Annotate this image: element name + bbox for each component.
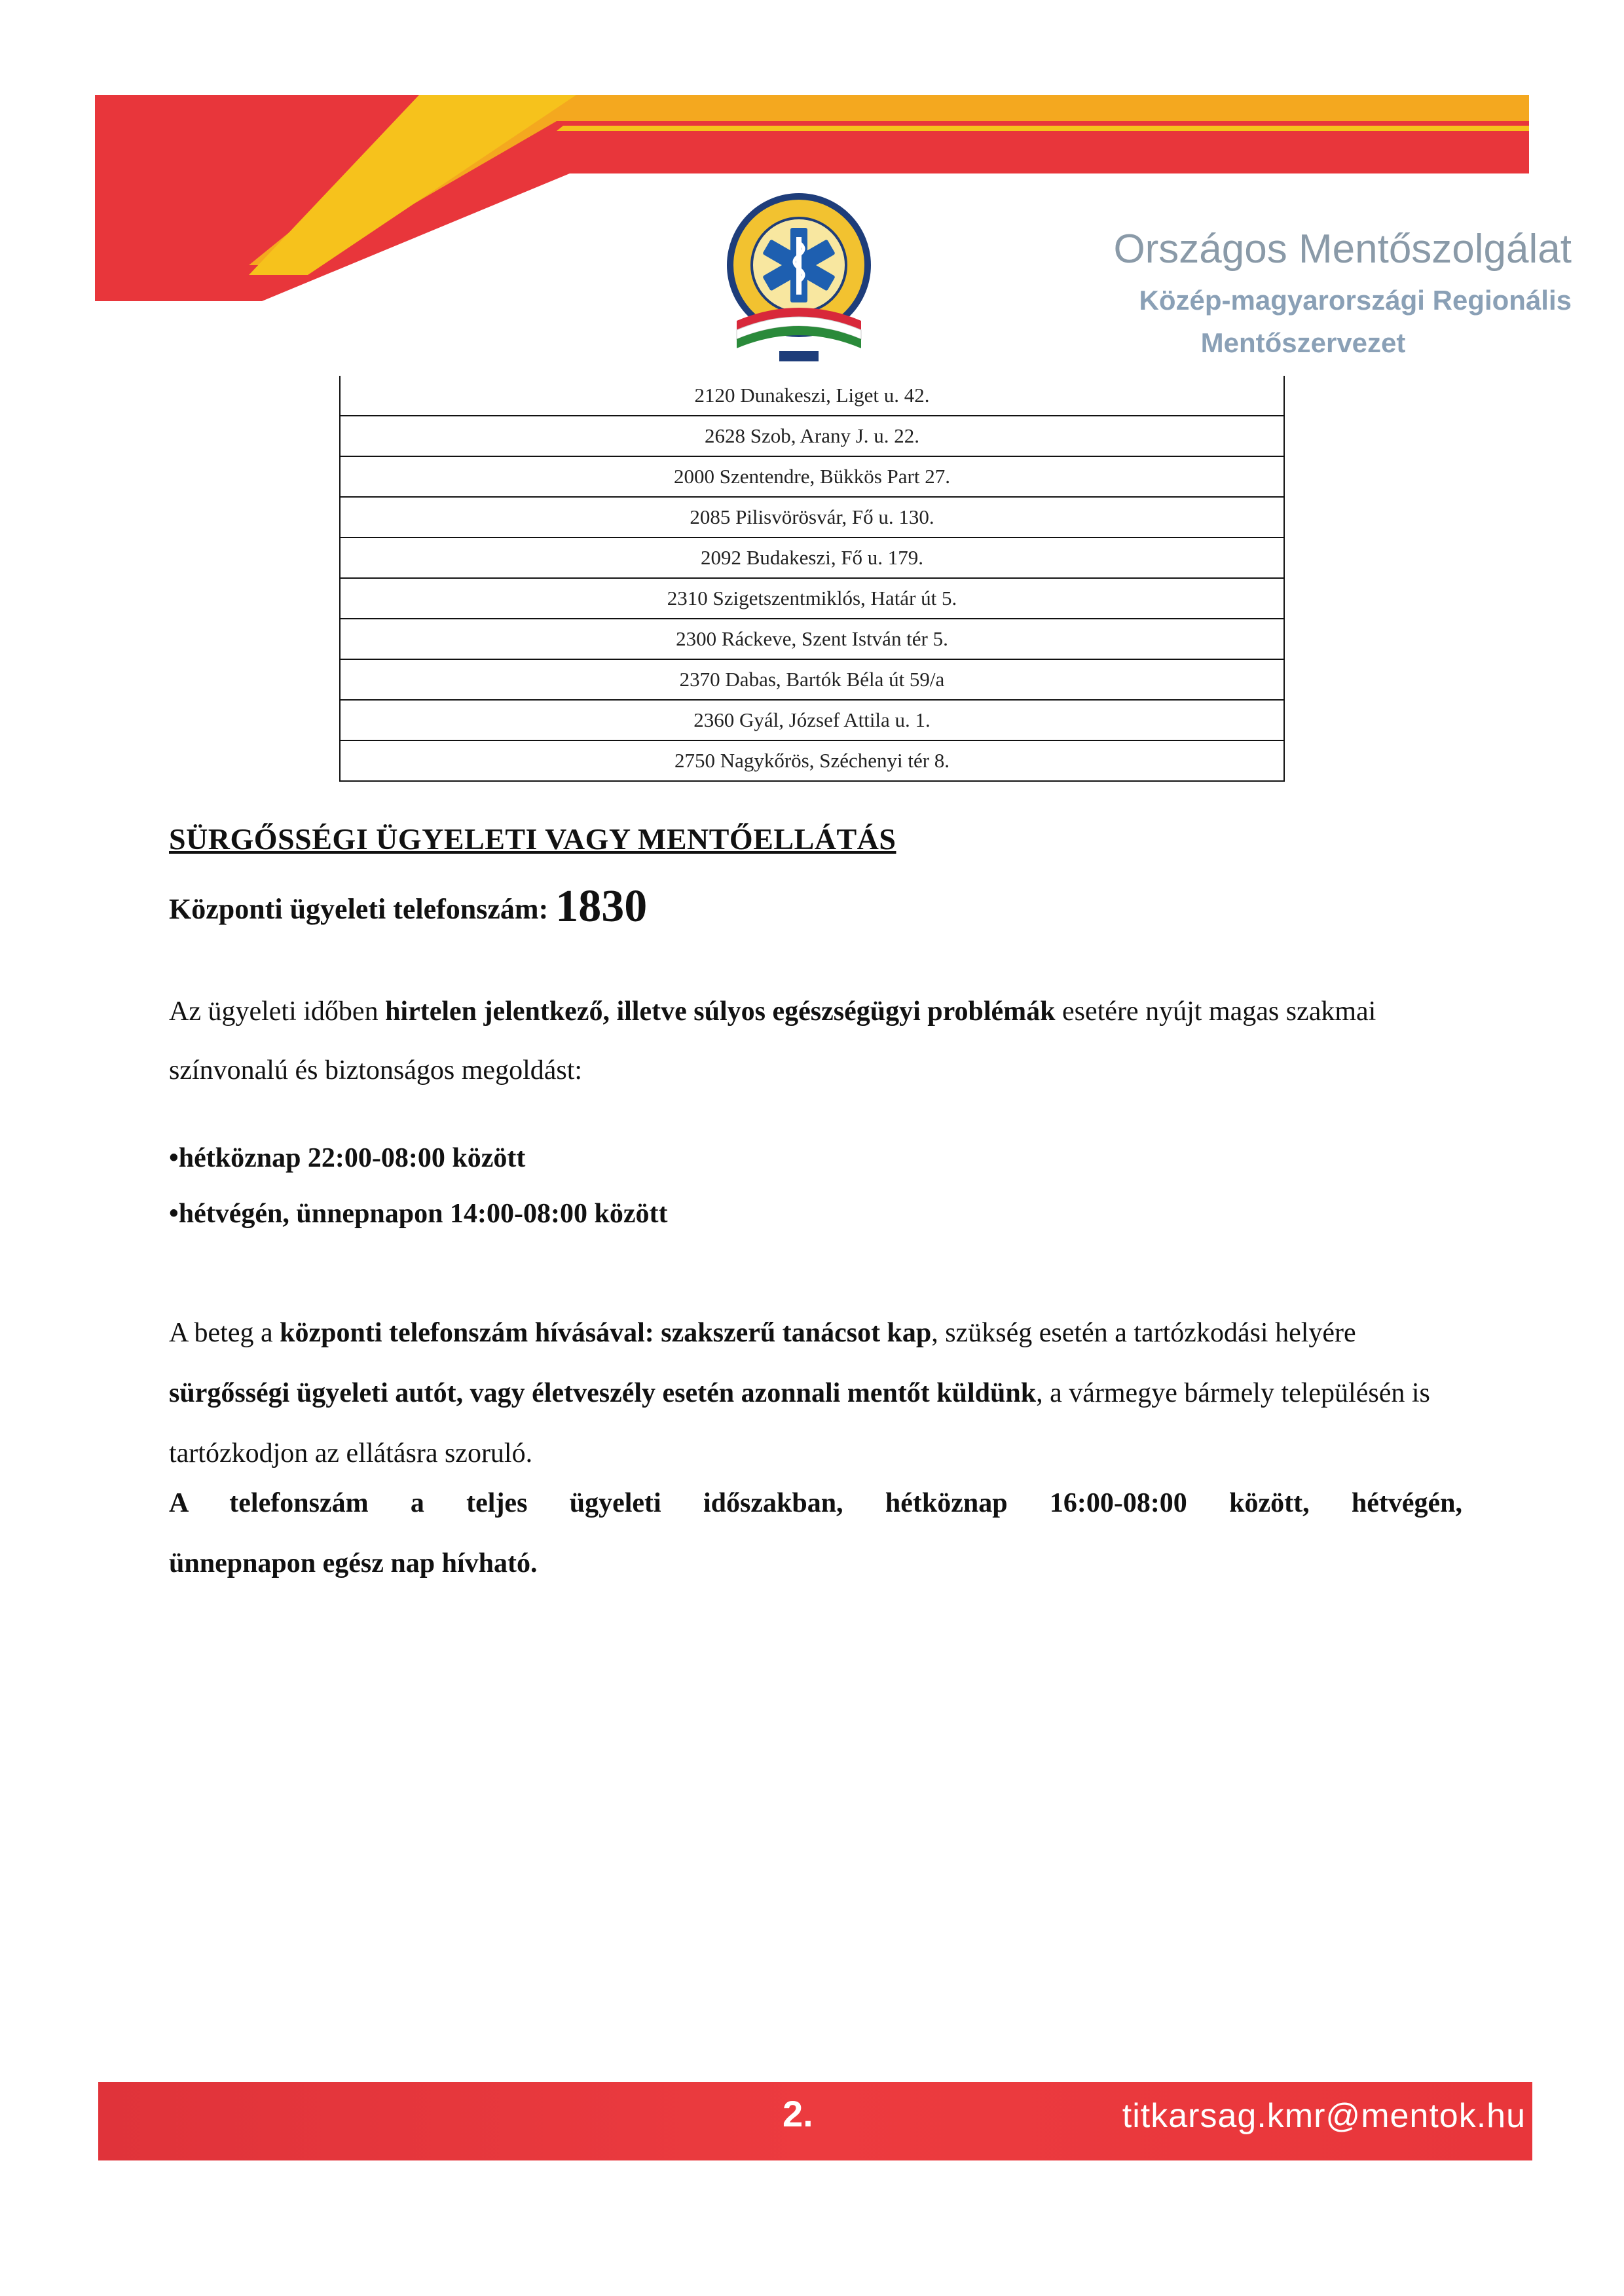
address-cell: 2310 Szigetszentmiklós, Határ út 5. [340, 578, 1284, 619]
bullet-text: hétköznap 22:00-08:00 között [178, 1143, 526, 1173]
bullet-text: hétvégén, ünnepnapon 14:00-08:00 között [178, 1199, 668, 1229]
table-row [340, 497, 1284, 538]
availability-line-2: ünnepnapon egész nap hívható. [169, 1548, 538, 1578]
table-row [340, 538, 1284, 578]
org-subtitle-line2: Mentőszervezet [1200, 327, 1406, 358]
info-text-bold-1: központi telefonszám hívásával: szakszerű tanácsot kap [280, 1318, 932, 1348]
address-cell: 2750 Nagykőrös, Széchenyi tér 8. [340, 740, 1284, 781]
info-paragraph [169, 1303, 1462, 1484]
address-cell: 2370 Dabas, Bartók Béla út 59/a [340, 659, 1284, 700]
address-cell: 2300 Ráckeve, Szent István tér 5. [340, 619, 1284, 659]
list-item [169, 1198, 667, 1230]
table-row [340, 700, 1284, 740]
table-row [340, 456, 1284, 497]
address-cell: 2628 Szob, Arany J. u. 22. [340, 416, 1284, 456]
phone-line [169, 881, 647, 933]
address-cell: 2092 Budakeszi, Fő u. 179. [340, 538, 1284, 578]
mentoszolgalat-logo [717, 190, 881, 367]
list-item [169, 1142, 525, 1174]
info-text-2: , szükség esetén a tartózkodási helyére [931, 1318, 1356, 1348]
address-cell: 2000 Szentendre, Bükkös Part 27. [340, 456, 1284, 497]
bullet-icon: • [169, 1199, 179, 1229]
address-cell: 2360 Gyál, József Attila u. 1. [340, 700, 1284, 740]
table-row [340, 376, 1284, 416]
address-cell: 2085 Pilisvörösvár, Fő u. 130. [340, 497, 1284, 538]
footer-email[interactable]: titkarsag.kmr@mentok.hu [1122, 2097, 1526, 2135]
info-text-bold-2: sürgősségi ügyeleti autót, vagy életveszély esetén azonnali mentőt küldünk [169, 1378, 1037, 1408]
address-cell: 2120 Dunakeszi, Liget u. 42. [340, 376, 1284, 416]
bullet-icon: • [169, 1143, 179, 1173]
intro-paragraph [169, 982, 1462, 1100]
intro-text-bold: hirtelen jelentkező, illetve súlyos egészségügyi problémák [385, 996, 1056, 1027]
info-text-3: , a vármegye bármely településén is tartózkodjon az ellátásra szoruló. [169, 1378, 1430, 1468]
table-row [340, 659, 1284, 700]
table-row [340, 578, 1284, 619]
table-row [340, 619, 1284, 659]
org-subtitle-line1: Közép-magyarországi Regionális [1139, 285, 1572, 316]
phone-label: Központi ügyeleti telefonszám: [169, 893, 549, 925]
section-title: SÜRGŐSSÉGI ÜGYELETI VAGY MENTŐELLÁTÁS [169, 822, 896, 856]
address-table [339, 376, 1285, 782]
intro-text-1: Az ügyeleti időben [169, 996, 386, 1027]
intro-text-2: esetére nyújt magas szakmai színvonalú és biztonságos megoldást: [169, 996, 1376, 1085]
table-row [340, 416, 1284, 456]
info-text-1: A beteg a [169, 1318, 280, 1348]
table-row [340, 740, 1284, 781]
availability-line-1: A telefonszám a teljes ügyeleti időszakban, hétköznap 16:00-08:00 között, hétvégén, [169, 1488, 1462, 1518]
phone-number: 1830 [555, 881, 648, 932]
page-number: 2. [783, 2093, 813, 2134]
org-name: Országos Mentőszolgálat [1113, 227, 1572, 272]
